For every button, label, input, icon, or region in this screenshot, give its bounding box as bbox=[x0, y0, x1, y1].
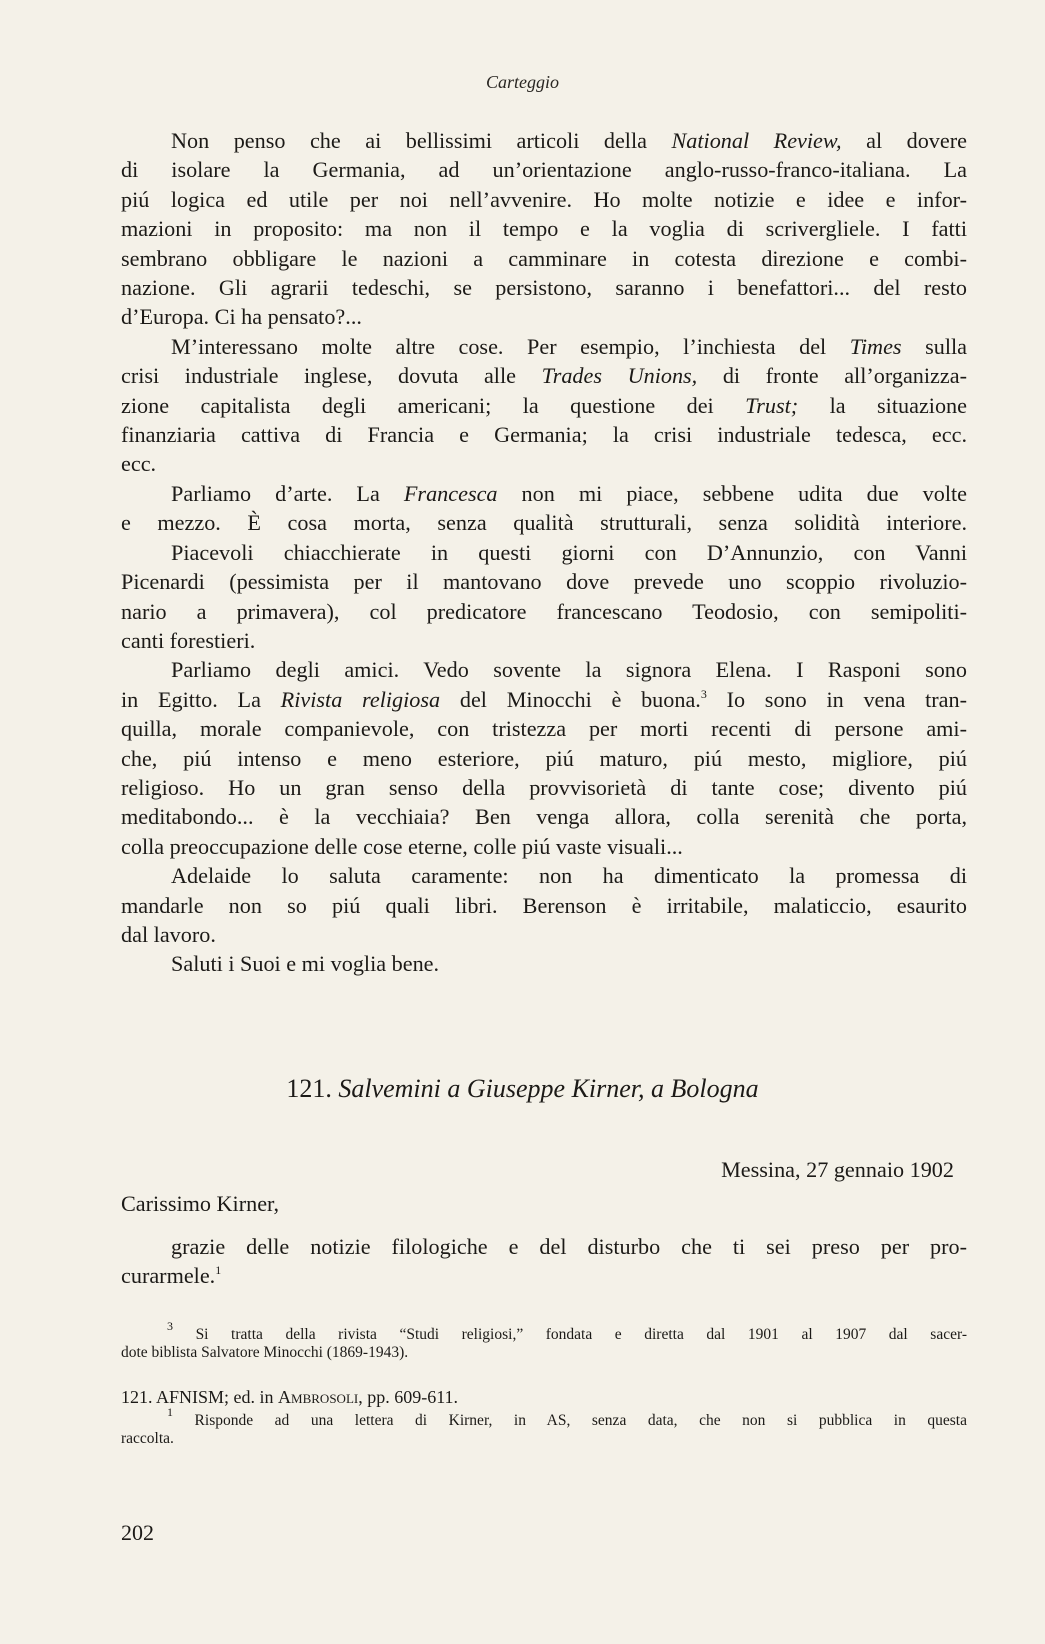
text-run: non mi piace, sebbene udita due volte bbox=[497, 480, 967, 506]
text-line bbox=[121, 538, 967, 567]
text-line bbox=[121, 861, 967, 890]
text-run: al dovere bbox=[841, 128, 967, 153]
text-line bbox=[121, 449, 967, 478]
text-run: M’interessano molte altre cose. Per esempio, l’inchiesta del bbox=[171, 333, 850, 359]
dateline: Messina, 27 gennaio 1902 bbox=[721, 1157, 954, 1182]
text-run: zione capitalista degli americani; la questione dei bbox=[121, 392, 746, 418]
text-line bbox=[121, 391, 967, 420]
running-head: Carteggio bbox=[485, 72, 559, 92]
text-run: curarmele. bbox=[121, 1263, 216, 1289]
text-run: canti forestieri. bbox=[121, 627, 256, 653]
italic-text: Rivista religiosa bbox=[280, 686, 441, 712]
source-note bbox=[121, 1386, 967, 1408]
text-line bbox=[121, 1430, 967, 1448]
text-run: Parliamo d’arte. La bbox=[171, 480, 404, 506]
italic-text: Francesca bbox=[403, 480, 498, 506]
footnote-marker: 1 bbox=[215, 1263, 222, 1278]
text-line bbox=[121, 1261, 967, 1290]
text-run: Piacevoli chiacchierate in questi giorni con D’Annunzio, con Vanni bbox=[171, 539, 967, 565]
footnote-marker: 3 bbox=[700, 686, 707, 701]
text-line bbox=[121, 891, 967, 920]
text-line bbox=[121, 920, 967, 949]
text-run: Ambrosoli bbox=[278, 1387, 359, 1407]
text-run: Adelaide lo saluta caramente: non ha dimenticato la promessa di bbox=[171, 863, 967, 889]
text-run: 121. AFNISM; ed. in bbox=[121, 1387, 279, 1407]
text-run: d’Europa. Ci ha pensato?... bbox=[121, 304, 362, 330]
text-line bbox=[121, 1405, 967, 1430]
text-run: dote biblista Salvatore Minocchi (1869-1943). bbox=[121, 1344, 409, 1361]
text-line bbox=[121, 508, 967, 537]
footnote-3 bbox=[121, 1319, 967, 1362]
text-run: Si tratta della rivista “Studi religiosi,” fondata e diretta dal 1901 al 1907 dal sacer- bbox=[173, 1326, 967, 1343]
text-run: mandarle non so piú quali libri. Berenson è irritabile, malaticcio, esaurito bbox=[121, 892, 967, 918]
text-line bbox=[121, 126, 967, 155]
letter-121-body bbox=[121, 1232, 967, 1291]
text-run: ecc. bbox=[121, 451, 157, 477]
page-number: 202 bbox=[121, 1520, 154, 1545]
text-run: colla preoccupazione delle cose eterne, colle piú vaste visuali... bbox=[121, 833, 683, 859]
text-run: mazioni in proposito: ma non il tempo e la voglia di scrivergliele. I fatti bbox=[121, 216, 967, 242]
text-run: la situazione bbox=[798, 392, 967, 418]
letter-120-continuation bbox=[121, 126, 967, 979]
text-run: piú logica ed utile per noi nell’avvenire. Ho molte notizie e idee e infor- bbox=[121, 186, 967, 212]
footnote-marker: 3 bbox=[167, 1319, 173, 1333]
text-line bbox=[121, 361, 967, 390]
text-run: , pp. 609-611. bbox=[358, 1387, 459, 1407]
text-run: del Minocchi è buona. bbox=[440, 686, 701, 712]
text-run: crisi industriale inglese, dovuta alle bbox=[121, 363, 542, 389]
letter-number: 121. bbox=[286, 1074, 332, 1103]
text-run: Non penso che ai bellissimi articoli della bbox=[171, 128, 672, 153]
text-run: in Egitto. La bbox=[121, 686, 281, 712]
text-line bbox=[121, 1344, 967, 1362]
text-run: che, piú intenso e meno esteriore, piú maturo, piú mesto, migliore, piú bbox=[121, 745, 967, 771]
italic-text: Trades Unions, bbox=[541, 363, 698, 389]
text-run: di isolare la Germania, ad un’orientazione anglo-russo-franco-italiana. La bbox=[121, 157, 967, 183]
text-run: e mezzo. È cosa morta, senza qualità strutturali, senza solidità interiore. bbox=[121, 510, 967, 536]
text-run: di fronte all’organizza- bbox=[697, 363, 967, 389]
letter-heading bbox=[0, 1074, 1045, 1104]
text-line bbox=[121, 685, 967, 714]
text-line bbox=[121, 1232, 967, 1261]
text-line bbox=[121, 773, 967, 802]
text-line bbox=[121, 567, 967, 596]
text-run: raccolta. bbox=[121, 1430, 174, 1447]
text-run: nazione. Gli agrarii tedeschi, se persistono, saranno i benefattori... del resto bbox=[121, 275, 967, 301]
text-line bbox=[121, 155, 967, 184]
text-line bbox=[121, 302, 967, 331]
text-line bbox=[121, 714, 967, 743]
text-run: finanziaria cattiva di Francia e Germania; la crisi industriale tedesca, ecc. bbox=[121, 422, 967, 448]
text-line bbox=[121, 802, 967, 831]
text-run: grazie delle notizie filologiche e del disturbo che ti sei preso per pro- bbox=[171, 1234, 967, 1259]
text-line bbox=[121, 332, 967, 361]
text-run: Saluti i Suoi e mi voglia bene. bbox=[171, 951, 440, 977]
text-run: sembrano obbligare le nazioni a camminare in cotesta direzione e combi- bbox=[121, 245, 967, 271]
italic-text: National Review, bbox=[671, 128, 842, 153]
text-line bbox=[121, 244, 967, 273]
text-line bbox=[121, 214, 967, 243]
text-line bbox=[121, 949, 967, 978]
italic-text: Times bbox=[849, 333, 902, 359]
text-run: dal lavoro. bbox=[121, 921, 216, 947]
text-line bbox=[121, 273, 967, 302]
text-run: nario a primavera), col predicatore francescano Teodosio, con semipoliti- bbox=[121, 598, 967, 624]
footnote-marker: 1 bbox=[167, 1405, 173, 1419]
letter-title: Salvemini a Giuseppe Kirner, a Bologna bbox=[338, 1074, 759, 1103]
text-line bbox=[121, 185, 967, 214]
text-run: Picenardi (pessimista per il mantovano dove prevede uno scoppio rivoluzio- bbox=[121, 569, 967, 595]
text-run: Parliamo degli amici. Vedo sovente la signora Elena. I Rasponi sono bbox=[171, 657, 967, 683]
text-run: Risponde ad una lettera di Kirner, in AS, senza data, che non si pubblica in questa bbox=[173, 1412, 967, 1429]
text-run: sulla bbox=[901, 333, 968, 359]
text-line bbox=[121, 744, 967, 773]
text-line bbox=[121, 832, 967, 861]
text-run: meditabondo... è la vecchiaia? Ben venga allora, colla serenità che porta, bbox=[121, 804, 967, 830]
text-line bbox=[121, 597, 967, 626]
text-line bbox=[121, 655, 967, 684]
text-line bbox=[121, 479, 967, 508]
salutation: Carissimo Kirner, bbox=[121, 1191, 280, 1216]
text-line bbox=[121, 1319, 967, 1344]
text-run: religioso. Ho un gran senso della provvisorietà di tante cose; divento piú bbox=[121, 774, 967, 800]
text-run: quilla, morale companievole, con tristezza per morti recenti di persone ami- bbox=[121, 716, 967, 742]
text-line bbox=[121, 626, 967, 655]
footnote-1 bbox=[121, 1405, 967, 1448]
text-line bbox=[121, 420, 967, 449]
italic-text: Trust; bbox=[745, 392, 799, 418]
text-run: Io sono in vena tran- bbox=[706, 686, 967, 712]
